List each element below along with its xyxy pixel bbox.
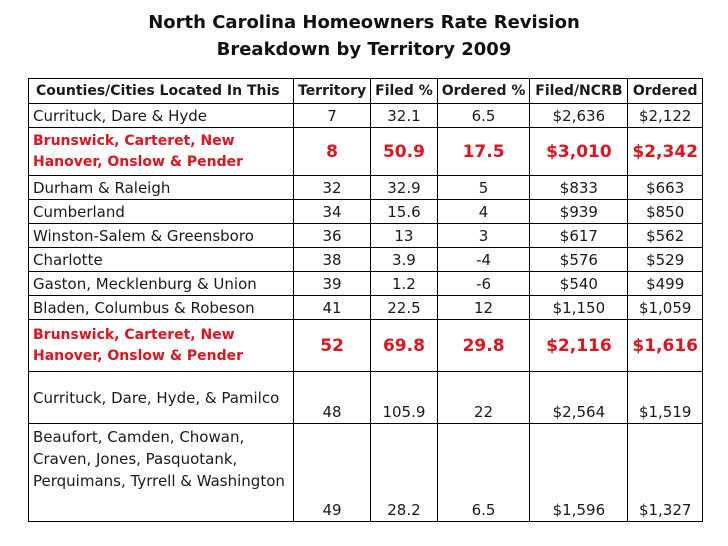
column-header-filed-pct: Filed % bbox=[371, 79, 438, 104]
ordered-pct-cell: 22 bbox=[437, 372, 530, 424]
county-cell: Currituck, Dare & Hyde bbox=[29, 104, 294, 128]
county-cell: Brunswick, Carteret, New Hanover, Onslow & Pender bbox=[29, 128, 294, 176]
county-cell: Bladen, Columbus & Robeson bbox=[29, 296, 294, 320]
territory-cell: 52 bbox=[294, 320, 371, 372]
filed-ncrb-cell: $1,596 bbox=[530, 424, 628, 522]
page-title: North Carolina Homeowners Rate Revision bbox=[148, 12, 580, 33]
column-header-ordered-pct: Ordered % bbox=[437, 79, 530, 104]
ordered-pct-cell: 29.8 bbox=[437, 320, 530, 372]
table-row bbox=[29, 296, 703, 320]
territory-cell: 41 bbox=[294, 296, 371, 320]
ordered-cell: $2,122 bbox=[628, 104, 703, 128]
table-row bbox=[29, 272, 703, 296]
territory-cell: 8 bbox=[294, 128, 371, 176]
county-cell: Winston-Salem & Greensboro bbox=[29, 224, 294, 248]
filed-ncrb-cell: $1,150 bbox=[530, 296, 628, 320]
filed-ncrb-cell: $617 bbox=[530, 224, 628, 248]
table-row bbox=[29, 248, 703, 272]
table-row bbox=[29, 200, 703, 224]
filed-ncrb-cell: $540 bbox=[530, 272, 628, 296]
column-header-counties: Counties/Cities Located In This bbox=[29, 79, 294, 104]
ordered-pct-cell: -4 bbox=[437, 248, 530, 272]
column-header-territory: Territory bbox=[294, 79, 371, 104]
county-cell: Cumberland bbox=[29, 200, 294, 224]
ordered-pct-cell: 17.5 bbox=[437, 128, 530, 176]
territory-cell: 38 bbox=[294, 248, 371, 272]
filed-ncrb-cell: $3,010 bbox=[530, 128, 628, 176]
territory-cell: 34 bbox=[294, 200, 371, 224]
ordered-pct-cell: 12 bbox=[437, 296, 530, 320]
column-header-filed-ncrb: Filed/NCRB bbox=[530, 79, 628, 104]
table-row-highlighted bbox=[29, 128, 703, 176]
filed-pct-cell: 13 bbox=[371, 224, 438, 248]
ordered-pct-cell: 4 bbox=[437, 200, 530, 224]
filed-pct-cell: 15.6 bbox=[371, 200, 438, 224]
filed-pct-cell: 1.2 bbox=[371, 272, 438, 296]
county-cell: Durham & Raleigh bbox=[29, 176, 294, 200]
ordered-cell: $1,327 bbox=[628, 424, 703, 522]
filed-pct-cell: 22.5 bbox=[371, 296, 438, 320]
ordered-cell: $2,342 bbox=[628, 128, 703, 176]
ordered-cell: $663 bbox=[628, 176, 703, 200]
territory-cell: 36 bbox=[294, 224, 371, 248]
ordered-cell: $1,519 bbox=[628, 372, 703, 424]
table-row bbox=[29, 176, 703, 200]
county-cell: Brunswick, Carteret, New Hanover, Onslow & Pender bbox=[29, 320, 294, 372]
ordered-pct-cell: 5 bbox=[437, 176, 530, 200]
ordered-cell: $1,059 bbox=[628, 296, 703, 320]
territory-cell: 32 bbox=[294, 176, 371, 200]
ordered-pct-cell: 3 bbox=[437, 224, 530, 248]
ordered-pct-cell: 6.5 bbox=[437, 104, 530, 128]
filed-pct-cell: 105.9 bbox=[371, 372, 438, 424]
filed-pct-cell: 50.9 bbox=[371, 128, 438, 176]
ordered-cell: $850 bbox=[628, 200, 703, 224]
page-subtitle: Breakdown by Territory 2009 bbox=[216, 39, 512, 60]
filed-pct-cell: 32.1 bbox=[371, 104, 438, 128]
ordered-cell: $562 bbox=[628, 224, 703, 248]
ordered-cell: $499 bbox=[628, 272, 703, 296]
filed-ncrb-cell: $2,564 bbox=[530, 372, 628, 424]
table-row-highlighted bbox=[29, 320, 703, 372]
ordered-pct-cell: 6.5 bbox=[437, 424, 530, 522]
county-cell: Currituck, Dare, Hyde, & Pamilco bbox=[29, 372, 294, 424]
ordered-cell: $529 bbox=[628, 248, 703, 272]
table-row bbox=[29, 424, 703, 522]
territory-cell: 7 bbox=[294, 104, 371, 128]
filed-ncrb-cell: $833 bbox=[530, 176, 628, 200]
table-header-row bbox=[29, 79, 703, 104]
filed-ncrb-cell: $576 bbox=[530, 248, 628, 272]
column-header-ordered: Ordered bbox=[628, 79, 703, 104]
territory-cell: 49 bbox=[294, 424, 371, 522]
county-cell: Gaston, Mecklenburg & Union bbox=[29, 272, 294, 296]
filed-pct-cell: 3.9 bbox=[371, 248, 438, 272]
ordered-cell: $1,616 bbox=[628, 320, 703, 372]
table-row bbox=[29, 372, 703, 424]
ordered-pct-cell: -6 bbox=[437, 272, 530, 296]
filed-pct-cell: 28.2 bbox=[371, 424, 438, 522]
filed-ncrb-cell: $2,636 bbox=[530, 104, 628, 128]
territory-cell: 39 bbox=[294, 272, 371, 296]
filed-ncrb-cell: $939 bbox=[530, 200, 628, 224]
table-row bbox=[29, 104, 703, 128]
filed-pct-cell: 69.8 bbox=[371, 320, 438, 372]
county-cell: Charlotte bbox=[29, 248, 294, 272]
county-cell: Beaufort, Camden, Chowan, Craven, Jones, Pasquotank, Perquimans, Tyrrell & Washington bbox=[29, 424, 294, 522]
filed-pct-cell: 32.9 bbox=[371, 176, 438, 200]
territory-cell: 48 bbox=[294, 372, 371, 424]
rate-table bbox=[28, 78, 703, 522]
table-row bbox=[29, 224, 703, 248]
filed-ncrb-cell: $2,116 bbox=[530, 320, 628, 372]
